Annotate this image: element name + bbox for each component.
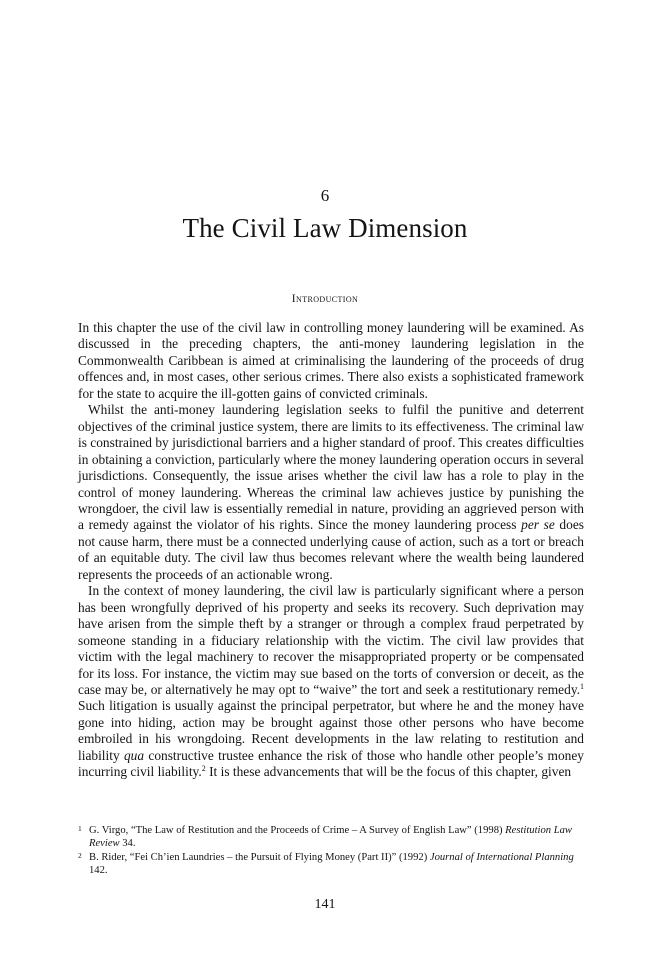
paragraph <box>78 583 584 780</box>
text-run: 142. <box>89 864 108 876</box>
footnote-reference[interactable]: 2 <box>201 764 206 774</box>
page-number: 141 <box>314 897 336 912</box>
footnote <box>78 824 584 851</box>
footnote-mark: 2 <box>78 850 82 860</box>
italic-text: per se <box>521 517 555 533</box>
text-run: It is these advancements that will be the focus of this chapter, given <box>205 764 572 780</box>
italic-text: Journal of International Planning <box>429 851 574 863</box>
body-text <box>78 320 584 781</box>
text-run: Whilst the anti-money laundering legislation seeks to fulfil the punitive and deterrent objectives of the criminal justice system, there are limits to its effectiveness. The criminal law is constrained by jurisdictional barriers and a higher standard of proof. This creates difficulties in obtaining a conviction, particularly where the money laundering operation occurs in several jurisdictions. Consequently, the issue arises whether the civil law has a role to play in the control of money laundering. Whereas the criminal law achieves justice by punishing the wrongdoer, the civil law is essentially remedial in nature, providing an aggrieved person with a remedy against the violator of his rights. Since the money laundering process <box>78 402 584 533</box>
chapter-number: 6 <box>320 186 330 205</box>
paragraph <box>78 320 584 402</box>
text-run: B. Rider, “Fei Ch’ien Laundries – the Pursuit of Flying Money (Part II)” (1992) <box>89 851 430 863</box>
italic-text: Restitution Law Review <box>89 825 572 850</box>
text-run: Such litigation is usually against the principal perpetrator, but where he and the money have gone into hiding, action may be brought against those other persons who have become embroiled in his wrongdoing. Recent developments in the law relating to restitution and liability <box>78 698 584 763</box>
text-run: 34. <box>119 838 136 850</box>
paragraph <box>78 402 584 583</box>
italic-text: qua <box>123 747 145 763</box>
text-run: constructive trustee enhance the risk of those who handle other people’s money incurring civil liability. <box>78 747 584 780</box>
section-heading: Introduction <box>291 293 359 305</box>
chapter-title: The Civil Law Dimension <box>182 213 468 243</box>
footnotes <box>78 824 584 877</box>
text-run: does not cause harm, there must be a connected underlying cause of action, such as a tort or breach of an equitable duty. The civil law thus becomes relevant where the wealth being laundered represents the proceeds of an actionable wrong. <box>78 517 584 582</box>
text-run: G. Virgo, “The Law of Restitution and the Proceeds of Crime – A Survey of English Law” (1998) <box>89 825 506 836</box>
text-run: In this chapter the use of the civil law in controlling money laundering will be examined. As discussed in the preceding chapters, the anti-money laundering legislation in the Commonwealth Caribbean is aimed at criminalising the laundering of the proceeds of drug offences and, in most cases, other serious crimes. There also exists a sophisticated framework for the state to acquire the ill-gotten gains of convicted criminals. <box>78 320 584 401</box>
footnote-mark: 1 <box>78 824 82 833</box>
text-run: In the context of money laundering, the civil law is particularly significant where a person has been wrongfully deprived of his property and seeks its recovery. Such deprivation may have arisen from the simple theft by a stranger or through a complex fraud perpetrated by someone standing in a fiduciary relationship with the victim. The civil law provides that victim with the legal machinery to recover the misappropriated property or be compensated for its loss. For instance, the victim may sue based on the torts of conversion or deceit, as the case may be, or alternatively he may opt to “waive” the tort and seek a restitutionary remedy. <box>78 583 584 697</box>
footnote <box>78 851 584 878</box>
footnote-reference[interactable]: 1 <box>580 681 584 691</box>
